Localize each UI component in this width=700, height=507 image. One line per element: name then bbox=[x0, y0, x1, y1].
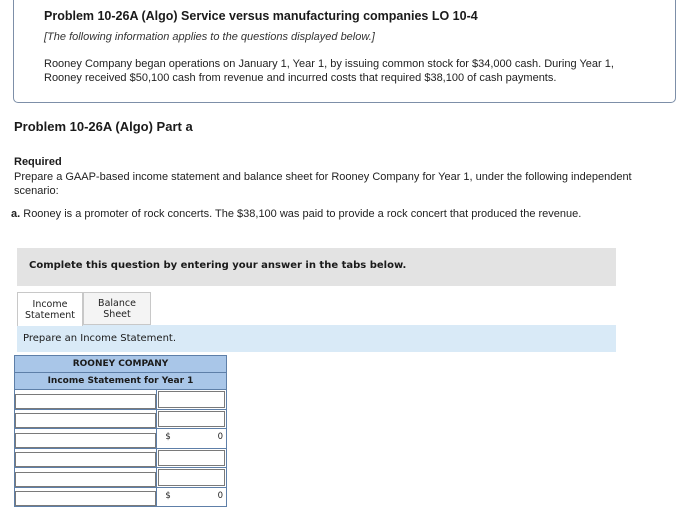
amount-cell[interactable] bbox=[157, 487, 227, 507]
dollar-sign: $ bbox=[165, 490, 171, 501]
prepare-bar bbox=[17, 325, 616, 352]
label-cell bbox=[15, 409, 157, 429]
amount-cell[interactable] bbox=[157, 429, 227, 449]
amount-cell[interactable] bbox=[157, 468, 227, 488]
label-input[interactable] bbox=[15, 394, 156, 409]
complete-banner bbox=[17, 248, 616, 286]
amount-input[interactable] bbox=[158, 450, 225, 467]
scenario-letter: a. bbox=[11, 208, 21, 220]
table-row bbox=[15, 468, 227, 488]
info-note: [The following information applies to the questions displayed below.] bbox=[44, 31, 375, 43]
amount-cell[interactable] bbox=[157, 448, 227, 468]
tab-balance-sheet[interactable]: Balance Sheet bbox=[83, 292, 151, 325]
tab-income-statement[interactable]: Income Statement bbox=[17, 292, 83, 326]
statement-title: Income Statement for Year 1 bbox=[15, 373, 227, 390]
amount-input[interactable] bbox=[158, 469, 225, 486]
scenario bbox=[11, 208, 581, 220]
problem-title: Problem 10-26A (Algo) Service versus manufacturing companies LO 10-4 bbox=[44, 9, 478, 23]
amount-value: 0 bbox=[217, 490, 223, 501]
amount-cell[interactable] bbox=[157, 409, 227, 429]
amount-input[interactable] bbox=[158, 391, 225, 408]
part-title: Problem 10-26A (Algo) Part a bbox=[14, 119, 193, 134]
complete-banner-text: Complete this question by entering your answer in the tabs below. bbox=[29, 260, 407, 271]
problem-text: Rooney Company began operations on January 1, Year 1, by issuing common stock for $34,000 cash. During Year 1, Rooney received $50,100 cash from revenue and incurred costs that required $38,100 of cash payments. bbox=[44, 58, 614, 84]
table-row bbox=[15, 390, 227, 410]
label-cell bbox=[15, 448, 157, 468]
required-text: Prepare a GAAP-based income statement and balance sheet for Rooney Company for Year 1, under the following independent scenario: bbox=[14, 171, 632, 197]
label-cell bbox=[15, 429, 157, 449]
label-cell bbox=[15, 487, 157, 507]
label-input[interactable] bbox=[15, 433, 156, 448]
income-statement-table bbox=[14, 355, 227, 507]
statement-company: ROONEY COMPANY bbox=[15, 356, 227, 373]
label-cell bbox=[15, 390, 157, 410]
label-cell bbox=[15, 468, 157, 488]
amount-value: 0 bbox=[217, 432, 223, 442]
table-row bbox=[15, 429, 227, 449]
amount-input[interactable] bbox=[158, 411, 225, 428]
dollar-sign: $ bbox=[165, 432, 171, 442]
prepare-text: Prepare an Income Statement. bbox=[23, 333, 177, 344]
label-input[interactable] bbox=[15, 491, 156, 506]
label-input[interactable] bbox=[15, 413, 156, 428]
table-row bbox=[15, 409, 227, 429]
table-row bbox=[15, 448, 227, 468]
required-label: Required bbox=[14, 156, 62, 168]
label-input[interactable] bbox=[15, 452, 156, 467]
scenario-text: Rooney is a promoter of rock concerts. The $38,100 was paid to provide a rock concert that produced the revenue. bbox=[23, 208, 582, 220]
label-input[interactable] bbox=[15, 472, 156, 487]
amount-cell[interactable] bbox=[157, 390, 227, 410]
table-row bbox=[15, 487, 227, 507]
